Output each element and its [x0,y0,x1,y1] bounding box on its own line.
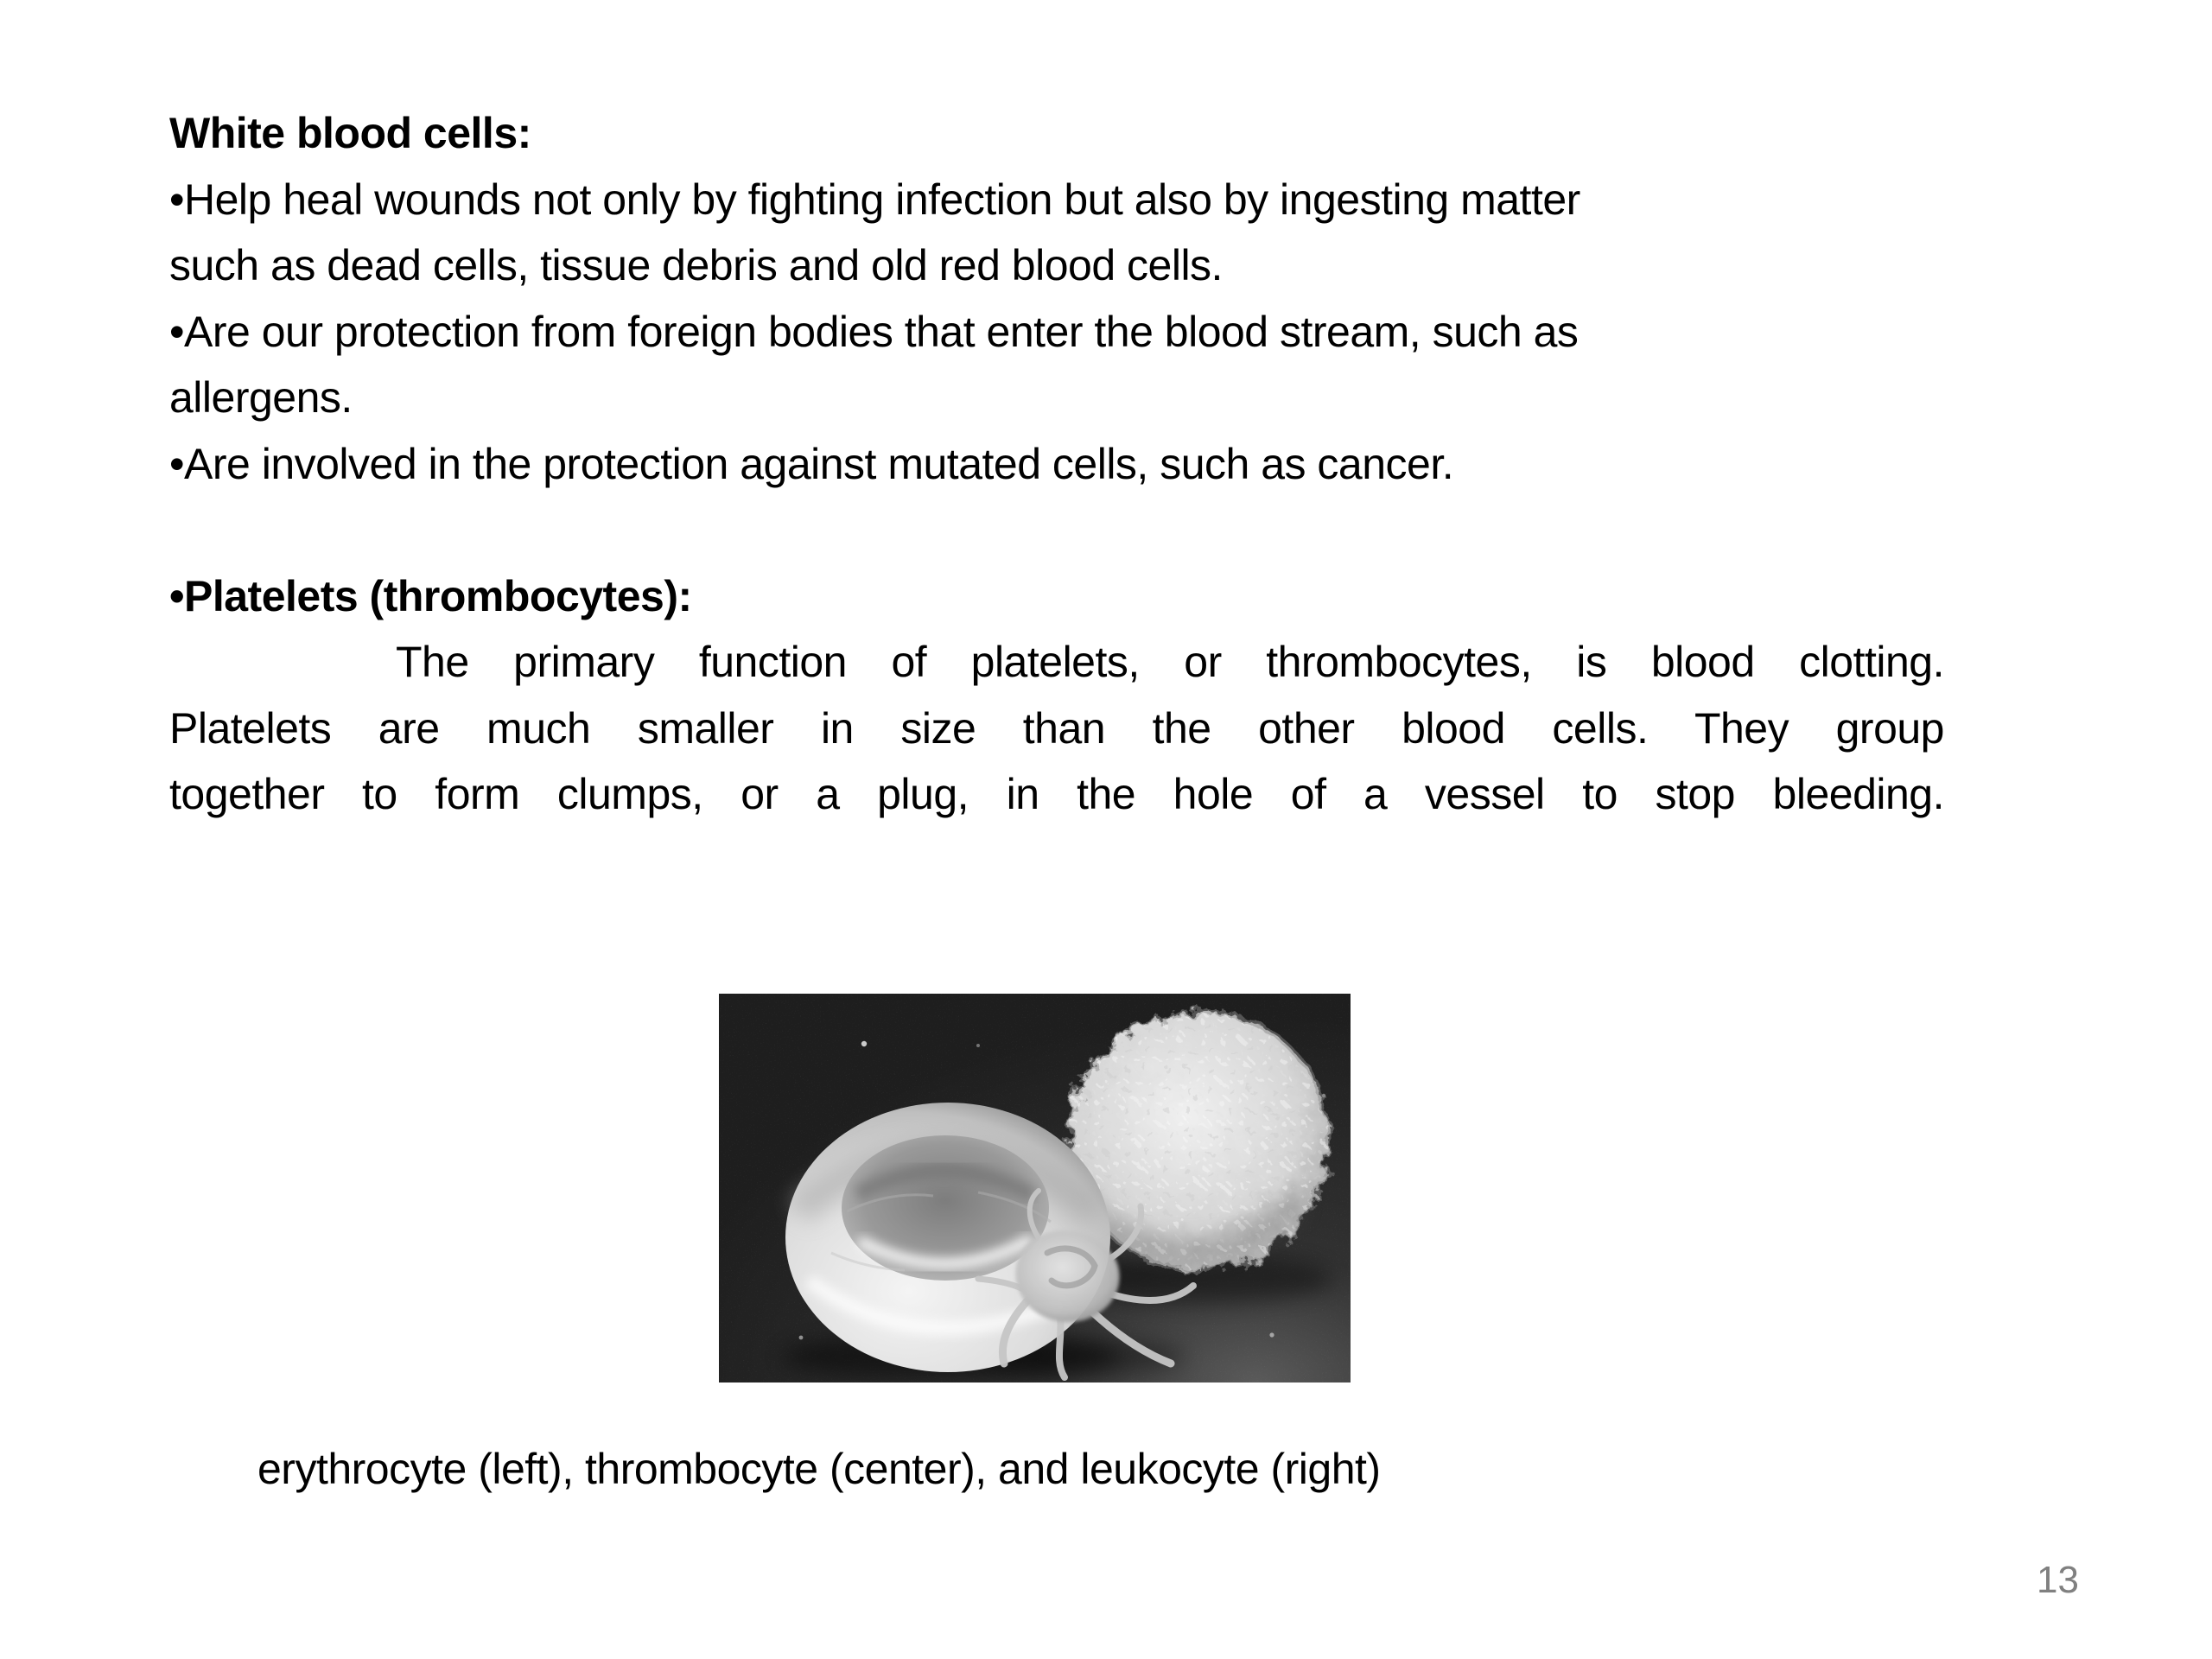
page-number: 13 [2037,1559,2079,1601]
platelet-paragraph-line-2: Platelets are much smaller in size than the other blood cells. They group [169,703,1944,753]
wbc-bullet-1-line-1: •Help heal wounds not only by fighting infection but also by ingesting matter [169,175,1580,224]
platelet-paragraph-line-1: The primary function of platelets, or thrombocytes, is blood clotting. [396,638,1944,686]
blood-cells-micrograph [719,994,1351,1382]
heading-platelets: •Platelets (thrombocytes): [169,571,692,620]
wbc-bullet-2-line-2: allergens. [169,373,353,422]
wbc-bullet-1-line-2: such as dead cells, tissue debris and old red blood cells. [169,241,1223,289]
blank-line [169,497,1944,563]
blood-cells-micrograph-svg [719,994,1351,1382]
heading-white-blood-cells: White blood cells: [169,109,531,157]
wbc-bullet-2-line-1: •Are our protection from foreign bodies that enter the blood stream, such as [169,307,1579,356]
wbc-bullet-3: •Are involved in the protection against mutated cells, such as cancer. [169,439,1454,488]
figure-caption: erythrocyte (left), thrombocyte (center), and leukocyte (right) [257,1445,1381,1493]
body-text [169,100,1944,828]
platelet-paragraph-line-3: together to form clumps, or a plug, in the hole of a vessel to stop bleeding. [169,770,1944,818]
